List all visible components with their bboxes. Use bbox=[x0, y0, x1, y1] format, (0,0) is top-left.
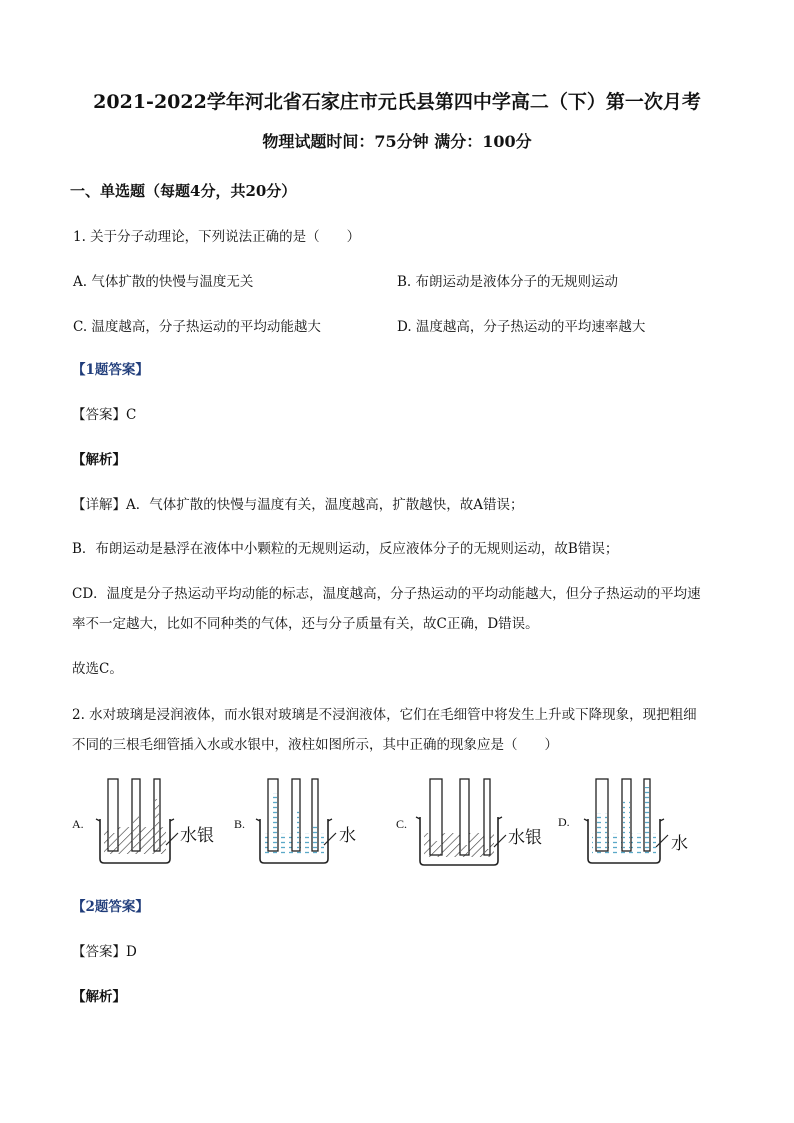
figure-d-liquid-label: 水 bbox=[671, 834, 688, 854]
q1-detail-cd-line1: CD．温度是分子热运动平均动能的标志，温度越高，分子热运动的平均动能越大，但分子热运动的平均速 bbox=[72, 586, 701, 602]
figure-a-label: A. bbox=[72, 817, 84, 831]
q2-answer-header: 【2题答案】 bbox=[72, 899, 149, 915]
q1-detail-cd-line2: 率不一定越大，比如不同种类的气体，还与分子质量有关，故C正确，D错误。 bbox=[72, 616, 539, 632]
document-title: 2021-2022学年河北省石家庄市元氏县第四中学高二（下）第一次月考 bbox=[93, 91, 701, 113]
q1-stem: 1. 关于分子动理论，下列说法正确的是（ ） bbox=[73, 229, 361, 245]
q1-option-c: C. 温度越高，分子热运动的平均动能越大 bbox=[73, 319, 321, 335]
q1-option-d: D. 温度越高，分子热运动的平均速率越大 bbox=[397, 319, 646, 335]
figure-a-diagram bbox=[70, 775, 240, 870]
q1-detail-a: 【详解】A．气体扩散的快慢与温度有关，温度越高，扩散越快，故A错误； bbox=[72, 497, 524, 513]
figure-b-label: B. bbox=[234, 817, 246, 831]
q1-conclusion: 故选C。 bbox=[72, 661, 123, 677]
figure-c-liquid-label: 水银 bbox=[508, 828, 542, 848]
q2-stem-line1: 2. 水对玻璃是浸润液体，而水银对玻璃是不浸润液体，它们在毛细管中将发生上升或下降现象，现把粗细 bbox=[72, 707, 697, 723]
q1-option-b: B. 布朗运动是液体分子的无规则运动 bbox=[397, 274, 619, 290]
capillary-medium bbox=[460, 779, 469, 855]
q1-answer-header: 【1题答案】 bbox=[72, 362, 149, 378]
figure-d-diagram bbox=[556, 775, 726, 870]
document-subtitle: 物理试题时间：75分钟 满分：100分 bbox=[262, 132, 532, 151]
figure-d bbox=[556, 775, 726, 870]
figure-b-diagram bbox=[232, 775, 392, 870]
q1-analysis-header: 【解析】 bbox=[72, 452, 126, 468]
figure-a-liquid-label: 水银 bbox=[180, 826, 214, 846]
q1-detail-b: B．布朗运动是悬浮在液体中小颗粒的无规则运动，反应液体分子的无规则运动，故B错误； bbox=[72, 541, 619, 557]
figure-b-liquid-label: 水 bbox=[339, 826, 356, 846]
q2-analysis-header: 【解析】 bbox=[72, 989, 126, 1005]
q1-option-a: A. 气体扩散的快慢与温度无关 bbox=[73, 274, 254, 290]
section-heading: 一、单选题（每题4分，共20分） bbox=[70, 182, 297, 200]
q1-answer: 【答案】C bbox=[72, 407, 137, 423]
figure-b bbox=[232, 775, 392, 870]
figure-a bbox=[70, 775, 240, 870]
q2-stem-line2: 不同的三根毛细管插入水或水银中，液柱如图所示，其中正确的现象应是（ ） bbox=[72, 737, 558, 753]
q2-answer: 【答案】D bbox=[72, 944, 137, 960]
figure-d-label: D. bbox=[558, 815, 570, 829]
figure-c-label: C. bbox=[396, 817, 408, 831]
capillary-narrow bbox=[484, 779, 490, 855]
figure-c bbox=[392, 775, 562, 870]
